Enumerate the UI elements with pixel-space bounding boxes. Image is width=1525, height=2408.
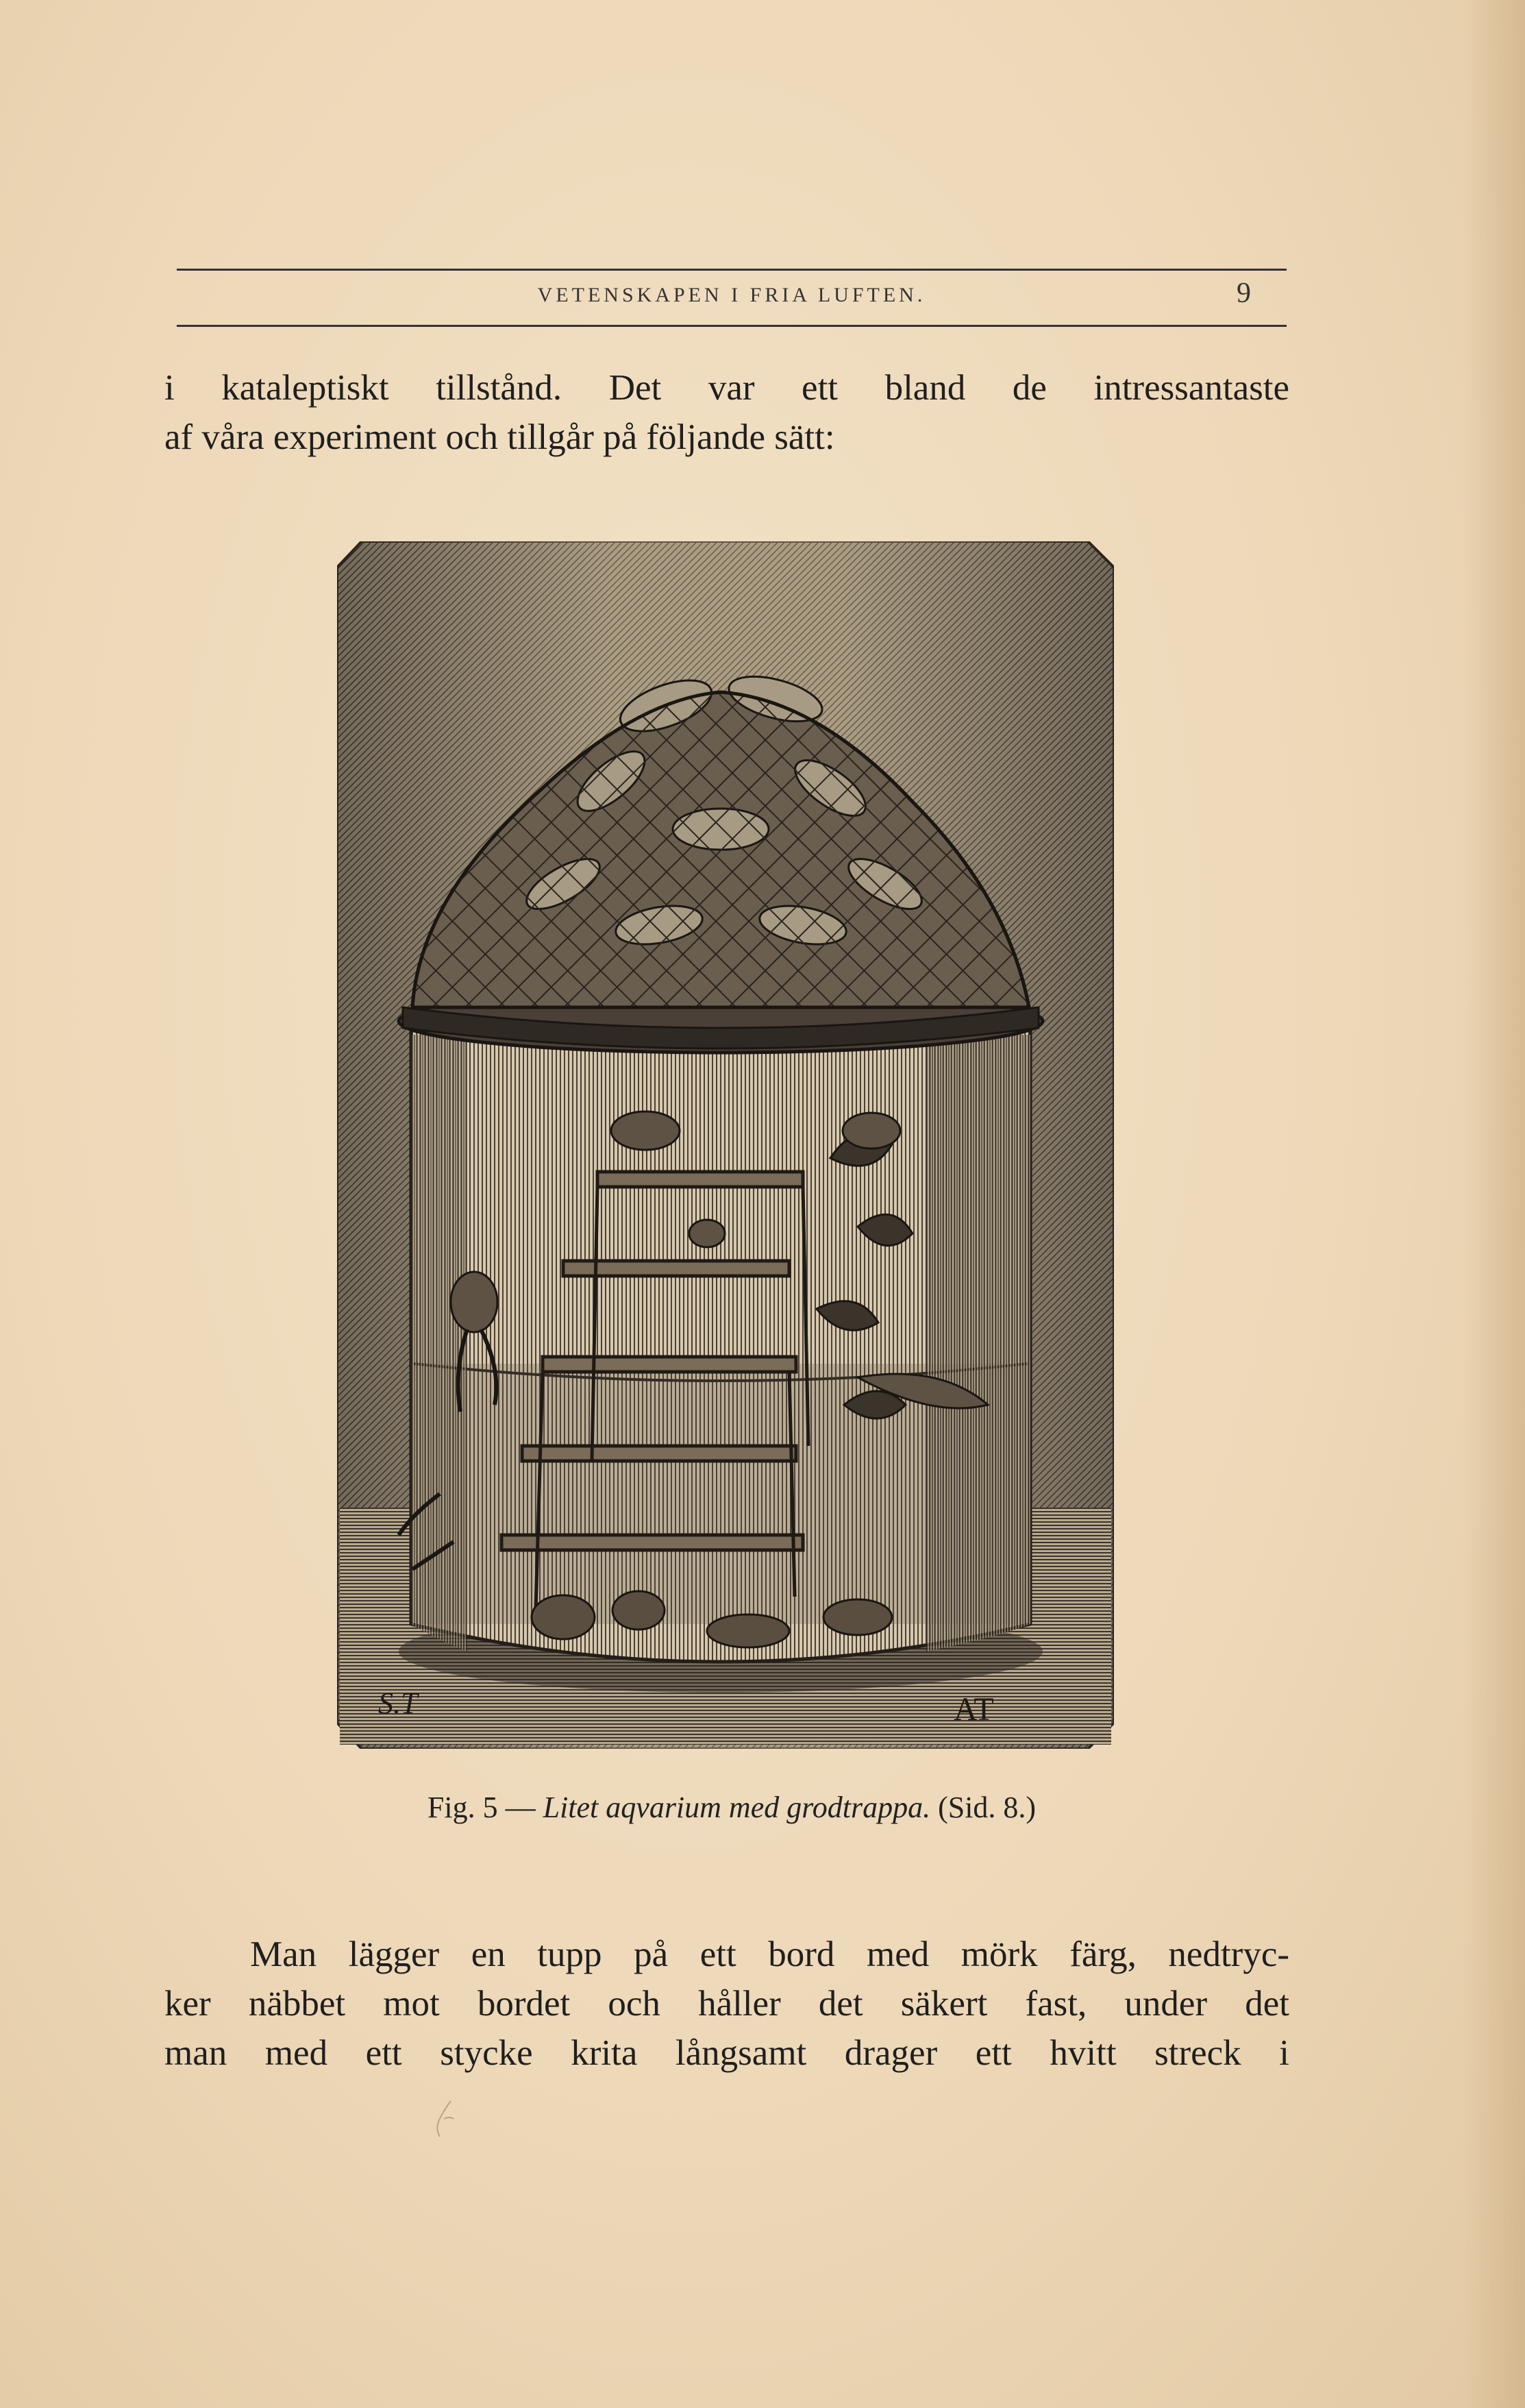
- caption-ref: (Sid. 8.): [938, 1791, 1037, 1824]
- ink-stain-mark: [430, 2098, 458, 2139]
- figure-caption: [177, 1790, 1287, 1825]
- header-rule-top: [177, 269, 1287, 271]
- text-line: ker näbbet mot bordet och håller det säkert fast, under det: [164, 1984, 1289, 2024]
- paragraph-2: [164, 1930, 1289, 2078]
- page-number: 9: [1237, 278, 1251, 309]
- caption-prefix: Fig. 5 —: [427, 1791, 536, 1824]
- caption-title: Litet aqvarium med grodtrappa.: [543, 1791, 931, 1824]
- signature-right: AT: [954, 1691, 994, 1728]
- paragraph-1: [164, 363, 1289, 462]
- text-line: Man lägger en tupp på ett bord med mörk färg, nedtryc-: [250, 1934, 1289, 1974]
- running-head: VETENSKAPEN I FRIA LUFTEN.: [537, 284, 926, 306]
- signature-left: S.T: [378, 1686, 418, 1720]
- text-line: af våra experiment och tillgår på följande sätt:: [164, 417, 835, 457]
- text-line: i kataleptiskt tillstånd. Det var ett bland de intressantaste: [164, 368, 1289, 408]
- header-rule-bottom: [177, 325, 1287, 327]
- aquarium-engraving: [337, 541, 1114, 1749]
- page-edge-shading: [1463, 0, 1525, 2408]
- text-line: man med ett stycke krita långsamt drager ett hvitt streck i: [164, 2033, 1289, 2073]
